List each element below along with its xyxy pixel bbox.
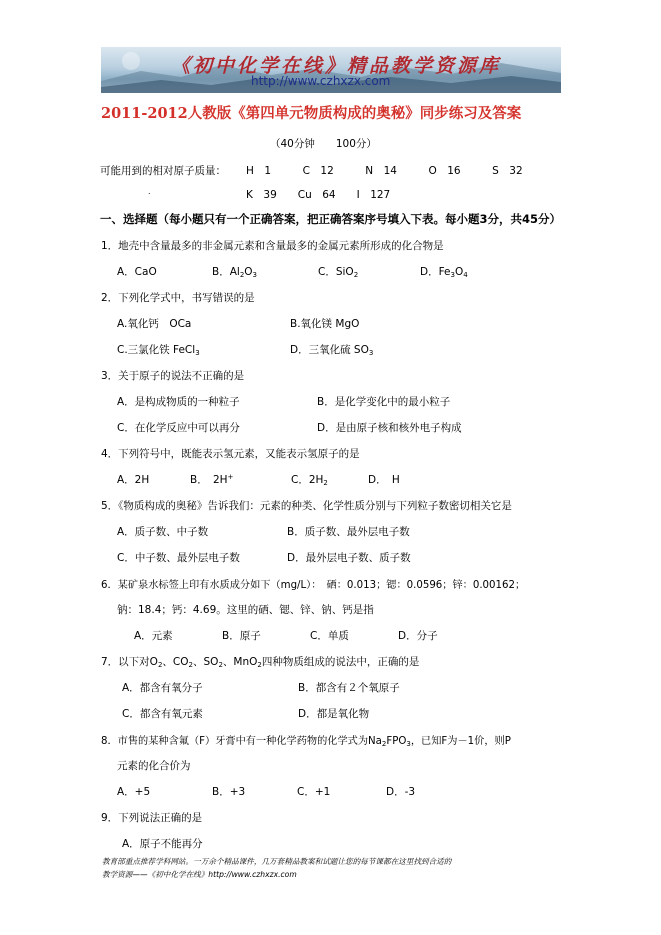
atomic-mass-row1: H 1 C 12 N 14 O 16 S 32 — [246, 165, 523, 177]
document-title: 2011-2012人教版《第四单元物质构成的奥秘》同步练习及答案 — [101, 105, 522, 122]
footer-line-1: 教育部重点推荐学科网站。一万余个精品课件，几万套精品教案和试题让您的每节课都在这里找到合适的 — [102, 857, 452, 866]
atomic-mass-label: 可能用到的相对原子质量： — [100, 165, 226, 177]
q1-option-a: A．CaO — [117, 266, 157, 278]
q1-option-b: B．$Al_2O_3$ — [212, 266, 258, 279]
q6-option-a: A．元素 — [134, 630, 173, 642]
q3-option-b: B．是化学变化中的最小粒子 — [317, 396, 451, 408]
banner — [101, 47, 561, 93]
question-4-stem: 4．下列符号中，既能表示氢元素，又能表示氢原子的是 — [101, 448, 360, 460]
banner-url[interactable]: http://www.czhxzx.com — [251, 74, 391, 88]
q1-option-c: C．SiO$_2$ — [318, 266, 359, 279]
q3-option-d: D．是由原子核和核外电子构成 — [317, 422, 462, 434]
q3-option-c: C．在化学反应中可以再分 — [117, 422, 240, 434]
q7-option-a: A．都含有氧分子 — [122, 682, 203, 694]
q7-option-b: B．都含有２个氧原子 — [298, 682, 400, 694]
banner-title: 《初中化学在线》精品教学资源库 — [171, 55, 502, 77]
q2-option-c: C.三氯化铁 FeCl$_3$ — [117, 344, 200, 357]
q4-option-a: A．2H — [117, 474, 150, 486]
q6-option-b: B．原子 — [222, 630, 261, 642]
question-2-stem: 2．下列化学式中，书写错误的是 — [101, 292, 255, 304]
q5-option-a: A．质子数、中子数 — [117, 526, 209, 538]
q3-option-a: A．是构成物质的一种粒子 — [117, 396, 240, 408]
question-5-stem: 5．《物质构成的奥秘》告诉我们：元素的种类、化学性质分别与下列粒子数密切相关它是 — [101, 500, 512, 512]
q6-option-d: D．分子 — [398, 630, 438, 642]
q8-option-a: A．+5 — [117, 786, 151, 798]
q2-option-b: B.氧化镁 MgO — [290, 318, 360, 330]
q5-option-c: C．中子数、最外层电子数 — [117, 552, 240, 564]
q2-option-a: A.氧化钙 OCa — [117, 318, 192, 330]
q8-option-d: D．-3 — [386, 786, 416, 798]
atomic-mass-row2: K 39 Cu 64 I 127 — [246, 189, 391, 201]
q5-option-b: B．质子数、最外层电子数 — [287, 526, 410, 538]
q1-option-d: D．$Fe_3O_4$ — [420, 266, 468, 279]
stray-dot: . — [148, 187, 151, 196]
q4-option-c: C．$2H_2$ — [291, 474, 328, 487]
section-heading: 一、选择题（每小题只有一个正确答案，把正确答案序号填入下表。每小题3分，共45分） — [100, 212, 562, 226]
time-score: （40分钟 100分） — [270, 138, 377, 150]
question-1-stem: 1．地壳中含量最多的非金属元素和含量最多的金属元素所形成的化合物是 — [101, 240, 444, 252]
question-3-stem: 3．关于原子的说法不正确的是 — [101, 370, 245, 382]
q9-option-a: A．原子不能再分 — [122, 838, 203, 850]
question-9-stem: 9．下列说法正确的是 — [101, 812, 203, 824]
q4-option-b: B． 2H+ — [190, 473, 234, 486]
q6-option-c: C．单质 — [310, 630, 349, 642]
question-8-stem-line2: 元素的化合价为 — [117, 760, 191, 772]
q2-option-d: D．三氧化硫 $SO_3$ — [290, 344, 374, 357]
q7-option-c: C．都含有氧元素 — [122, 708, 203, 720]
question-6-stem-line2: 钠：18.4；钙：4.69。这里的硒、锶、锌、钠、钙是指 — [117, 604, 374, 616]
q8-option-c: C．+1 — [297, 786, 331, 798]
question-7-stem: 7．以下对$O_2$、$CO_2$、$SO_2$、MnO$_2$四种物质组成的说法中，正确的是 — [101, 656, 420, 669]
question-6-stem-line1: 6．某矿泉水标签上印有水质成分如下（mg/L）： 硒：0.013；锶：0.0596；锌：0.00162； — [101, 580, 526, 591]
q7-option-d: D．都是氧化物 — [298, 708, 370, 720]
q8-option-b: B．+3 — [212, 786, 246, 798]
footer-line-2: 教学资源——《初中化学在线》http://www.czhxzx.com — [102, 870, 297, 879]
question-8-stem-line1: 8．市售的某种含氟（F）牙膏中有一种化学药物的化学式为$Na_2FPO_3$，已知F为－1价，则P — [101, 736, 511, 748]
q4-option-d: D． H — [368, 474, 400, 486]
q5-option-d: D．最外层电子数、质子数 — [287, 552, 411, 564]
